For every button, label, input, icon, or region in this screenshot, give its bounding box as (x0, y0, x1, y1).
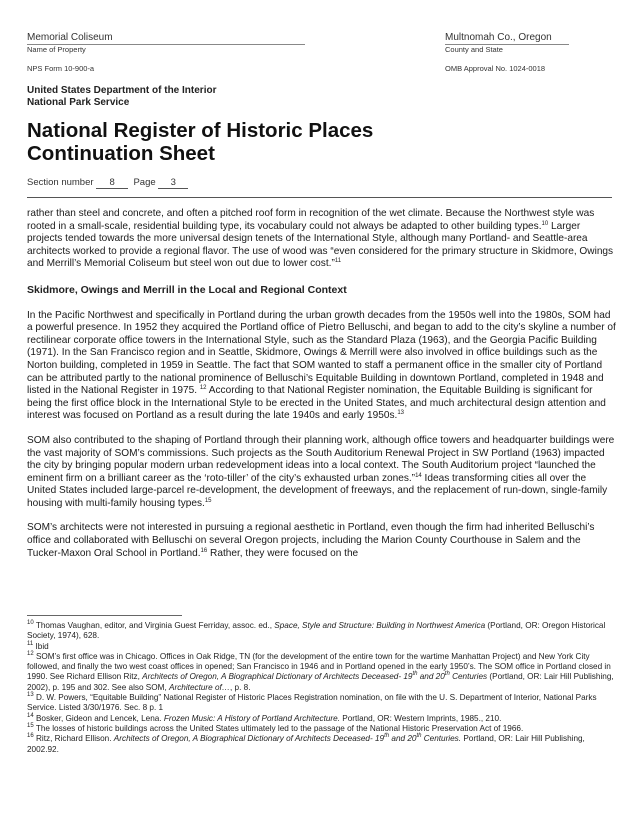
section-number: 8 (96, 177, 128, 189)
footnotes (27, 621, 617, 755)
footnote-ref[interactable]: 12 (199, 385, 207, 392)
property-name-label: Name of Property (27, 45, 86, 54)
page-number: 3 (158, 177, 188, 189)
footnote-15: $^{15}$ The losses of historic buildings across the United States ultimately led to the passage of the National Historic Preservation Act of 1966. (27, 722, 524, 733)
page-label: Page (133, 177, 156, 188)
footnote-ref[interactable]: 11 (334, 258, 342, 265)
section-heading: Skidmore, Owings and Merrill in the Local and Regional Context (27, 283, 347, 296)
header-divider (27, 197, 612, 198)
footnote-13: $^{13}$ D. W. Powers, “Equitable Building” National Register of Historic Places Registration nomination, on file with the U. S. Department of Interior, National Parks Service. Listed 3/30/1976. Sec. 8 p. 1 (27, 692, 597, 713)
county-state-label: County and State (445, 45, 503, 54)
section-label: Section number (27, 177, 94, 188)
page-title-line2: Continuation Sheet (27, 142, 215, 165)
footnote-divider (27, 615, 182, 616)
agency-name: National Park Service (27, 97, 130, 108)
footnote-16: $^{16}$ Ritz, Richard Ellison. Architects of Oregon, A Biographical Dictionary of Architects Deceased- 19th and 20th Centuries. Portland, OR: Lair Hill Publishing, 2002.92. (27, 733, 585, 754)
county-state: Multnomah Co., Oregon (445, 32, 569, 45)
footnote-ref[interactable]: 14 (415, 472, 422, 479)
omb-approval: OMB Approval No. 1024-0018 (445, 64, 546, 73)
body-content (27, 208, 617, 560)
form-number: NPS Form 10-900-a (27, 64, 95, 73)
footnote-11: $^{11}$ Ibid (27, 640, 49, 651)
paragraph-1: rather than steel and concrete, and often a pitched roof form in recognition of the wet climate. Because the Northwest style was rooted in a small-scale, residential building type, its vocabulary could not always be adapted to other building types.$^{10}$ Larger projects tended towards the more universal design tenets of the International Style, although many Portland- and Seattle-area architects worked to provide a regional flavor. The use of wood was “even considered for the primary structure in Skidmore, Owings and Merrill’s Memorial Coliseum but steel won out due to lower cost.”$^{11}$ (27, 208, 614, 270)
paragraph-4: SOM’s architects were not interested in pursuing a regional aesthetic in Portland, even though the firm had inherited Belluschi’s office and collaborated with Belluschi on several Oregon projects, including the Marion County Courthouse in Salem and the Tucker-Maxon Oral School in Portland.$^{16}$ Rather, they were focused on the (27, 522, 595, 559)
paragraph-2: In the Pacific Northwest and specifically in Portland during the urban growth decades from the 1950s well into the 1980s, SOM had a powerful presence. In 1952 they acquired the Portland office of Pietro Belluschi, and began to add to the city’s skyline a number of rectilinear corporate office towers in the International Style, such as the Standard Plaza (1963), and the Georgia Pacific Building (1971). In the San Francisco region and in Seattle, Skidmore, Owings & Merrill were also involved in office buildings such as the Norton building, completed in 1959 in Seattle. The fact that SOM wanted to staff a permanent office in the smaller city of Portland can be attributed partly to the national prominence of Belluschi’s Equitable Building in downtown Portland, completed in 1948 and listed in the National Register in 1975. $^{12}$ According to that National Register nomination, the Equitable Building is significant for being the first office block in the International Style to be erected in the United States, and much architectural design attention and interest was focused on Portland as a result during the late 1940s and early 1950s.$^{13}$ (27, 309, 616, 422)
footnote-14: $^{14}$ Bosker, Gideon and Lencek, Lena. Frozen Music: A History of Portland Architecture. Portland, OR: Western Imprints, 1985., 210. (27, 712, 502, 723)
footnote-ref[interactable]: 10 (541, 220, 549, 227)
page-title-line1: National Register of Historic Places (27, 119, 374, 142)
footnote-12: $^{12}$ SOM’s first office was in Chicago. Offices in Oak Ridge, TN (for the development of the entire town for the wartime Manhattan Project) and New York City followed, and finally the two west coast offices in opened; San Francisco in 1946 and in Portland opened in the early 1950’s. The SOM office in Portland closed in 1990. See Richard Ellison Ritz, Architects of Oregon, A Biographical Dictionary of Architects Deceased- 19th and 20th Centuries (Portland, OR: Lair Hill Publishing, 2002), p. 195 and 302. See also SOM, Architecture of…, p. 8. (27, 650, 614, 692)
footnote-ref[interactable]: 15 (204, 497, 212, 504)
section-page-line (27, 177, 188, 189)
department-name: United States Department of the Interior (27, 85, 217, 96)
paragraph-3: SOM also contributed to the shaping of Portland through their planning work, although office towers and headquarter buildings were the vast majority of SOM’s commissions. Such projects as the South Auditorium Renewal Project in SW Portland (1963) impacted the city by bringing popular modern urban redevelopment ideas into a local context. The South Auditorium project “launched the eminent firm on a brilliant career as the ‘roto-tiller’ of the city’s exhausted urban zones.”$^{14}$ Ideas transforming cities all over the United States included large-parcel re-development, the development of freeways, and the replacement of run-down, single-family housing with multi-family housing types.$^{15}$ (27, 434, 615, 509)
footnote-10: $^{10}$ Thomas Vaughan, editor, and Virginia Guest Ferriday, assoc. ed., Space, Style and Structure: Building in Northwest America (Portland, OR: Oregon Historical Society, 1974), 628. (27, 620, 606, 641)
property-name: Memorial Coliseum (27, 32, 305, 45)
footnote-ref[interactable]: 13 (397, 410, 405, 417)
footnote-ref[interactable]: 16 (200, 547, 208, 554)
